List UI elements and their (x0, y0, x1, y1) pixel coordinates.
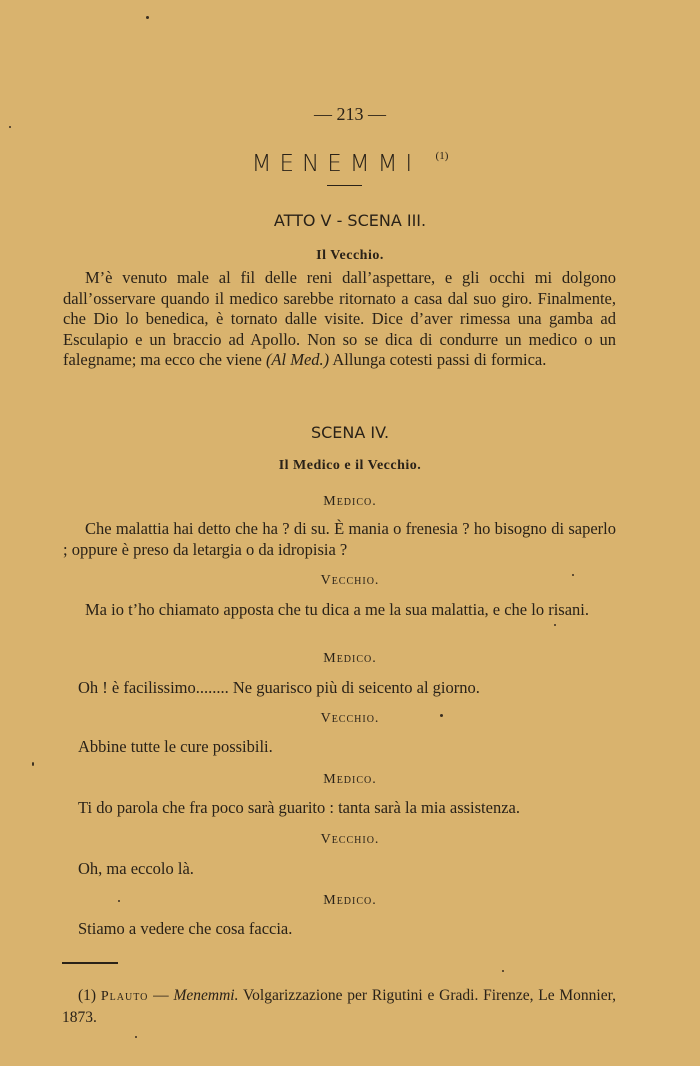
footnote (62, 985, 616, 1028)
footnote-mark: (1) (78, 987, 97, 1004)
speaker-label: Medico. (323, 651, 377, 666)
scene4-heading: SCENA IV. (310, 423, 390, 442)
footnote-dash: — (148, 987, 174, 1004)
title-rule (327, 185, 362, 186)
speaker-label: Medico. (323, 893, 377, 908)
stage-direction: (Al Med.) (265, 350, 330, 370)
page-number: — 213 — (314, 104, 386, 124)
act-heading: ATTO V - SCENA III. (273, 211, 427, 230)
dialogue-line: Stiamo a vedere che cosa faccia. (78, 919, 293, 938)
speaker-label: Vecchio. (320, 711, 380, 726)
page-title (0, 150, 700, 177)
dialogue-line: Oh ! è facilissimo........ Ne guarisco più di seicento al giorno. (78, 678, 480, 697)
footnote-author: Plauto (100, 989, 149, 1004)
speaker-label: Medico. (323, 494, 377, 509)
footnote-work: Menemmi. (173, 987, 239, 1004)
scene3-paragraph (63, 268, 616, 371)
dialogue-line: Oh, ma eccolo là. (78, 859, 194, 878)
title-text: MENEMMI (251, 151, 421, 177)
dialogue-line: Ma io t’ho chiamato apposta che tu dica a me la sua malattia, e che lo risani. (85, 600, 589, 619)
footnote-rule (62, 962, 118, 964)
dialogue-line: Che malattia hai detto che ha ? di su. È mania o frenesia ? ho bisogno di saperlo ; oppure è preso da letargia o da idropisia ? (63, 519, 616, 559)
title-footnote-mark: (1) (435, 150, 449, 162)
scene4-characters: Il Medico e il Vecchio. (278, 458, 422, 473)
speaker-label: Vecchio. (320, 573, 380, 588)
scene3-characters: Il Vecchio. (316, 248, 384, 263)
speaker-label: Vecchio. (320, 832, 380, 847)
footnote-rest: Volgarizzazione per Rigutini e Gradi. Firenze, Le Monnier, 1873. (62, 987, 617, 1026)
dialogue-line: Ti do parola che fra poco sarà guarito : tanta sarà la mia assistenza. (78, 798, 520, 817)
speaker-label: Medico. (323, 772, 377, 787)
scene3-text-b: Allunga cotesti passi di formica. (329, 350, 547, 370)
dialogue-line: Abbine tutte le cure possibili. (78, 737, 273, 756)
scene3-text-a: M’è venuto male al fil delle reni dall’aspettare, e gli occhi mi dolgono dall’osservare quando il medico sarebbe ritornato a casa dal suo giro. Finalmente, che Dio lo benedica, è tornato dalle visite. Dice d’aver rimessa una gamba ad Esculapio e un braccio ad Apollo. Non so se dica di condurre un medico o un falegname; ma ecco che viene (63, 268, 616, 370)
